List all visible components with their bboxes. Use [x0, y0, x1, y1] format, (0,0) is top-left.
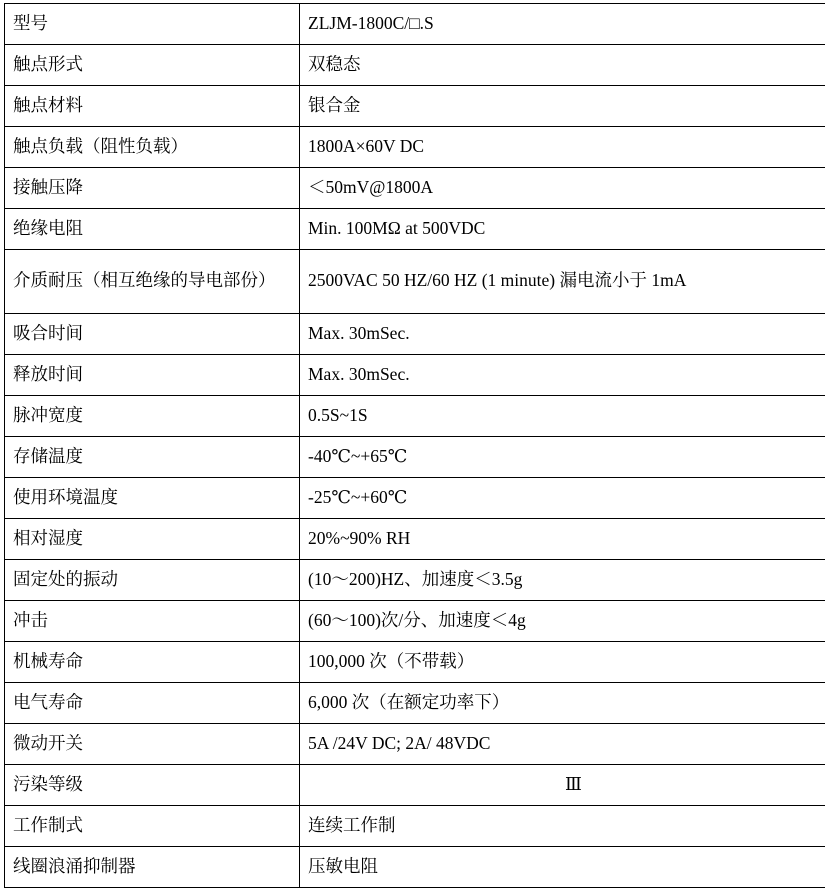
- table-row: [5, 765, 825, 806]
- table-row: [5, 601, 825, 642]
- spec-label-cell: [5, 642, 300, 683]
- spec-value-text: 0.5S~1S: [308, 405, 825, 427]
- spec-label-cell: [5, 355, 300, 396]
- table-body: [5, 4, 825, 888]
- spec-value-cell: [300, 437, 825, 478]
- spec-value-cell: [300, 642, 825, 683]
- spec-value-cell: [300, 765, 825, 806]
- table-row: [5, 396, 825, 437]
- spec-label-cell: [5, 209, 300, 250]
- spec-value-cell: [300, 250, 825, 314]
- spec-label-text: 冲击: [13, 610, 291, 632]
- spec-label-cell: [5, 45, 300, 86]
- spec-value-cell: [300, 683, 825, 724]
- spec-label-text: 工作制式: [13, 815, 291, 837]
- spec-value-cell: [300, 560, 825, 601]
- spec-label-text: 触点形式: [13, 54, 291, 76]
- spec-value-cell: [300, 168, 825, 209]
- spec-value-text: -25℃~+60℃: [308, 487, 825, 509]
- spec-label-cell: [5, 601, 300, 642]
- spec-label-text: 相对湿度: [13, 528, 291, 550]
- spec-value-cell: [300, 355, 825, 396]
- table-row: [5, 4, 825, 45]
- spec-value-text: (60～100)次/分、加速度＜4g: [308, 610, 825, 632]
- table-row: [5, 209, 825, 250]
- table-row: [5, 683, 825, 724]
- table-row: [5, 86, 825, 127]
- spec-value-cell: [300, 4, 825, 45]
- spec-label-cell: [5, 765, 300, 806]
- spec-value-text: -40℃~+65℃: [308, 446, 825, 468]
- table-row: [5, 437, 825, 478]
- spec-label-cell: [5, 314, 300, 355]
- spec-label-text: 存储温度: [13, 446, 291, 468]
- spec-label-text: 绝缘电阻: [13, 218, 291, 240]
- spec-value-cell: [300, 601, 825, 642]
- spec-value-text: Ⅲ: [308, 774, 825, 796]
- table-row: [5, 45, 825, 86]
- spec-label-text: 吸合时间: [13, 323, 291, 345]
- table-row: [5, 127, 825, 168]
- spec-label-cell: [5, 724, 300, 765]
- spec-label-cell: [5, 86, 300, 127]
- spec-value-cell: [300, 209, 825, 250]
- spec-label-text: 使用环境温度: [13, 487, 291, 509]
- spec-label-cell: [5, 478, 300, 519]
- table-row: [5, 355, 825, 396]
- table-row: [5, 806, 825, 847]
- spec-label-cell: [5, 168, 300, 209]
- table-row: [5, 250, 825, 314]
- specification-table: [4, 3, 825, 888]
- spec-label-cell: [5, 127, 300, 168]
- table-row: [5, 478, 825, 519]
- spec-value-cell: [300, 519, 825, 560]
- spec-label-text: 微动开关: [13, 733, 291, 755]
- spec-value-text: 100,000 次（不带载）: [308, 651, 825, 673]
- spec-label-cell: [5, 519, 300, 560]
- spec-value-text: (10～200)HZ、加速度＜3.5g: [308, 569, 825, 591]
- table-row: [5, 519, 825, 560]
- spec-value-text: ＜50mV@1800A: [308, 177, 825, 199]
- spec-value-cell: [300, 45, 825, 86]
- spec-label-text: 固定处的振动: [13, 569, 291, 591]
- spec-label-cell: [5, 806, 300, 847]
- spec-value-cell: [300, 127, 825, 168]
- spec-label-cell: [5, 396, 300, 437]
- spec-value-cell: [300, 314, 825, 355]
- spec-value-text: 6,000 次（在额定功率下）: [308, 692, 825, 714]
- table-row: [5, 314, 825, 355]
- spec-value-cell: [300, 86, 825, 127]
- spec-label-cell: [5, 250, 300, 314]
- spec-value-text: 1800A×60V DC: [308, 136, 825, 158]
- table-row: [5, 724, 825, 765]
- table-row: [5, 642, 825, 683]
- spec-value-text: Max. 30mSec.: [308, 364, 825, 386]
- spec-value-cell: [300, 396, 825, 437]
- spec-value-text: 压敏电阻: [308, 856, 825, 878]
- spec-label-cell: [5, 437, 300, 478]
- spec-label-text: 介质耐压（相互绝缘的导电部份）: [13, 270, 291, 292]
- spec-value-text: 双稳态: [308, 54, 825, 76]
- spec-value-cell: [300, 847, 825, 888]
- spec-value-text: Max. 30mSec.: [308, 323, 825, 345]
- spec-label-text: 线圈浪涌抑制器: [13, 856, 291, 878]
- spec-value-cell: [300, 478, 825, 519]
- spec-label-text: 电气寿命: [13, 692, 291, 714]
- spec-label-text: 触点负载（阻性负载）: [13, 136, 291, 158]
- spec-label-cell: [5, 4, 300, 45]
- spec-value-text: Min. 100MΩ at 500VDC: [308, 218, 825, 240]
- spec-value-text: 20%~90% RH: [308, 528, 825, 550]
- spec-label-text: 机械寿命: [13, 651, 291, 673]
- spec-value-text: ZLJM-1800C/□.S: [308, 13, 825, 35]
- spec-value-text: 银合金: [308, 95, 825, 117]
- table-row: [5, 168, 825, 209]
- spec-value-cell: [300, 806, 825, 847]
- table-row: [5, 560, 825, 601]
- spec-label-cell: [5, 683, 300, 724]
- spec-label-text: 触点材料: [13, 95, 291, 117]
- spec-label-cell: [5, 560, 300, 601]
- table-row: [5, 847, 825, 888]
- spec-label-text: 脉冲宽度: [13, 405, 291, 427]
- spec-label-text: 释放时间: [13, 364, 291, 386]
- spec-value-text: 连续工作制: [308, 815, 825, 837]
- spec-value-cell: [300, 724, 825, 765]
- spec-label-cell: [5, 847, 300, 888]
- spec-value-text: 2500VAC 50 HZ/60 HZ (1 minute) 漏电流小于 1mA: [308, 270, 825, 292]
- spec-label-text: 污染等级: [13, 774, 291, 796]
- spec-label-text: 型号: [13, 13, 291, 35]
- spec-label-text: 接触压降: [13, 177, 291, 199]
- spec-value-text: 5A /24V DC; 2A/ 48VDC: [308, 733, 825, 755]
